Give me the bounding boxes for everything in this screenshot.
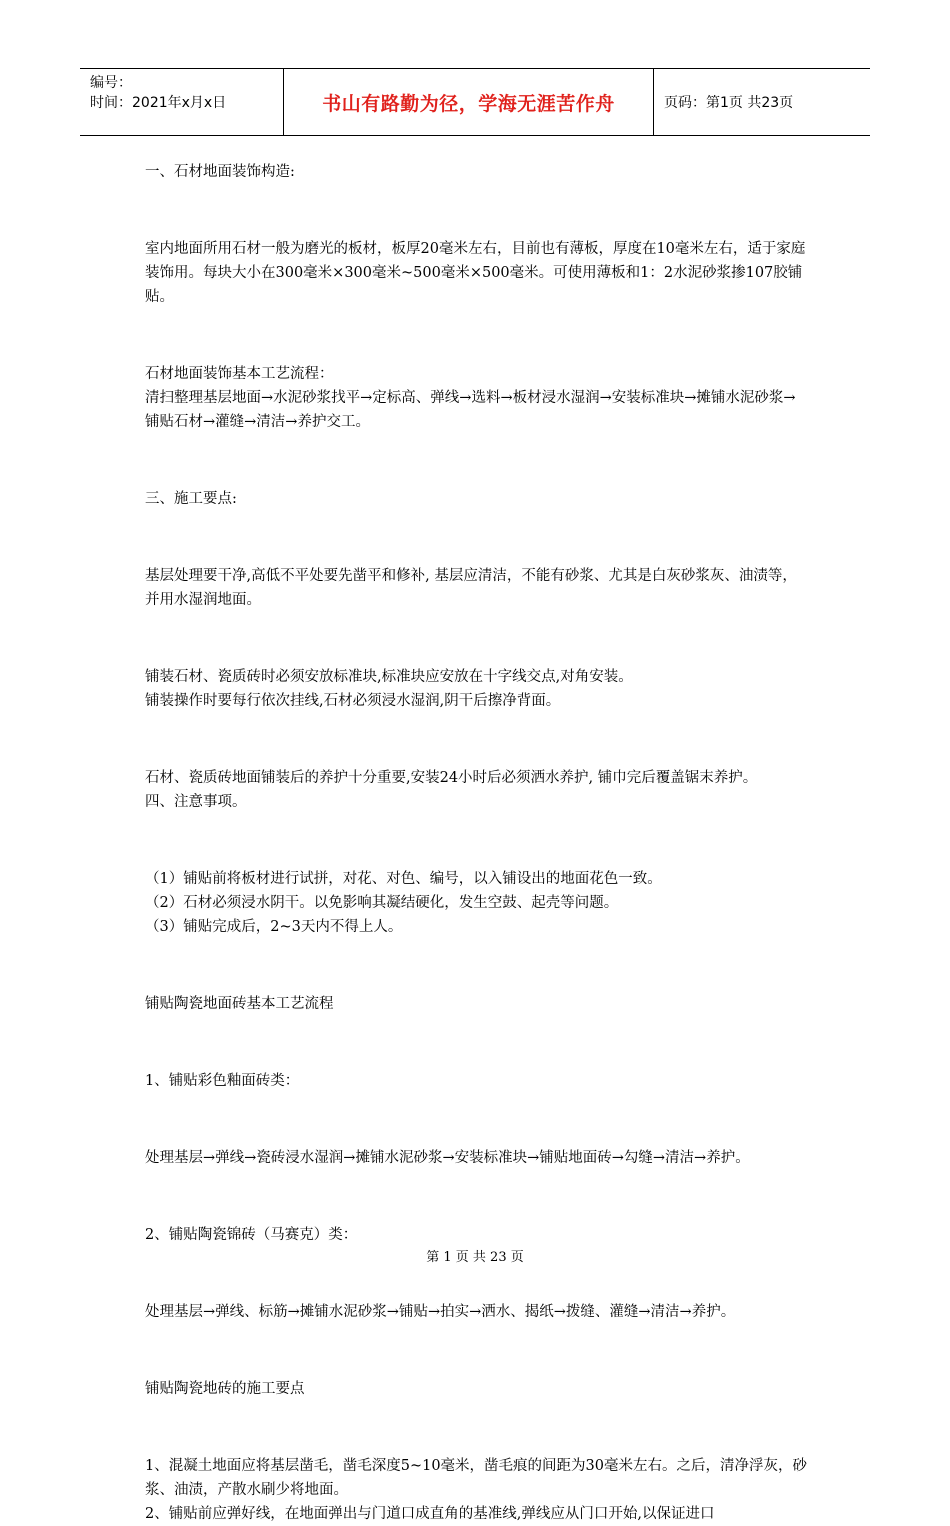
paragraph: 2、铺贴前应弹好线，在地面弹出与门道口成直角的基准线,弹线应从门口开始,以保证进口 xyxy=(145,1506,715,1522)
paragraph: 室内地面所用石材一般为磨光的板材，板厚20毫米左右，目前也有薄板，厚度在10毫米左右，适于家庭装饰用。每块大小在300毫米×300毫米~500毫米×500毫米。可使用薄板和1：2水泥砂浆掺107胶铺贴。 xyxy=(145,241,806,305)
paragraph: 铺贴陶瓷地砖的施工要点 xyxy=(145,1381,305,1397)
blank-line xyxy=(145,728,810,752)
paragraph: 处理基层→弹线→瓷砖浸水湿润→摊铺水泥砂浆→安装标准块→铺贴地面砖→勾缝→清洁→养护。 xyxy=(145,1150,750,1166)
paragraph: 三、施工要点: xyxy=(145,491,237,507)
doc-time: 时间：2021年x月x日 xyxy=(90,95,227,111)
header-page-info: 页码：第1页 共23页 xyxy=(664,95,794,111)
paragraph: 1、铺贴彩色釉面砖类： xyxy=(145,1073,300,1089)
paragraph: 四、注意事项。 xyxy=(145,794,247,810)
blank-line xyxy=(145,199,810,223)
blank-line xyxy=(145,324,810,348)
paragraph: （3）铺贴完成后，2~3天内不得上人。 xyxy=(145,919,403,935)
paragraph: 清扫整理基层地面→水泥砂浆找平→定标高、弹线→选料→板材浸水湿润→安装标准块→摊铺水泥砂浆→铺贴石材→灌缝→清洁→养护交工。 xyxy=(145,390,796,430)
paragraph: 石材地面装饰基本工艺流程： xyxy=(145,366,334,382)
header-page-cell xyxy=(654,69,870,135)
paragraph: （1）铺贴前将板材进行试拼，对花、对色、编号，以入铺设出的地面花色一致。 xyxy=(145,871,662,887)
blank-line xyxy=(145,1031,810,1055)
blank-line xyxy=(145,1185,810,1209)
paragraph: 铺贴陶瓷地面砖基本工艺流程 xyxy=(145,996,334,1012)
blank-line xyxy=(145,526,810,550)
paragraph: 石材、瓷质砖地面铺装后的养护十分重要,安装24小时后必须洒水养护, 铺巾完后覆盖锯末养护。 xyxy=(145,770,758,786)
blank-line xyxy=(145,449,810,473)
document-body xyxy=(145,160,810,1526)
blank-line xyxy=(145,1108,810,1132)
blank-line xyxy=(145,954,810,978)
paragraph: 2、铺贴陶瓷锦砖（马赛克）类： xyxy=(145,1227,358,1243)
paragraph: 1、混凝土地面应将基层凿毛，凿毛深度5~10毫米，凿毛痕的间距为30毫米左右。之后，清净浮灰，砂浆、油渍，产散水刷少将地面。 xyxy=(145,1458,807,1498)
header-motto: 书山有路勤为径，学海无涯苦作舟 xyxy=(322,92,615,115)
header-meta xyxy=(80,69,284,135)
paragraph: 铺装石材、瓷质砖时必须安放标准块,标准块应安放在十字线交点,对角安装。 xyxy=(145,669,633,685)
blank-line xyxy=(145,1416,810,1440)
blank-line xyxy=(145,1262,810,1286)
blank-line xyxy=(145,829,810,853)
header-motto-cell xyxy=(284,69,654,135)
paragraph: 基层处理要干净,高低不平处要先凿平和修补, 基层应清洁，不能有砂浆、尤其是白灰砂浆灰、油渍等，并用水湿润地面。 xyxy=(145,568,797,608)
blank-line xyxy=(145,627,810,651)
blank-line xyxy=(145,1339,810,1363)
paragraph: 处理基层→弹线、标筋→摊铺水泥砂浆→铺贴→拍实→洒水、揭纸→拨缝、灌缝→清洁→养护。 xyxy=(145,1304,736,1320)
page-header xyxy=(80,68,870,136)
paragraph: （2）石材必须浸水阴干。以免影响其凝结硬化，发生空鼓、起壳等问题。 xyxy=(145,895,619,911)
page-footer: 第 1 页 共 23 页 xyxy=(426,1250,524,1265)
doc-number-label: 编号： xyxy=(90,75,132,91)
paragraph: 一、石材地面装饰构造: xyxy=(145,164,295,180)
paragraph: 铺装操作时要每行依次挂线,石材必须浸水湿润,阴干后擦净背面。 xyxy=(145,693,561,709)
